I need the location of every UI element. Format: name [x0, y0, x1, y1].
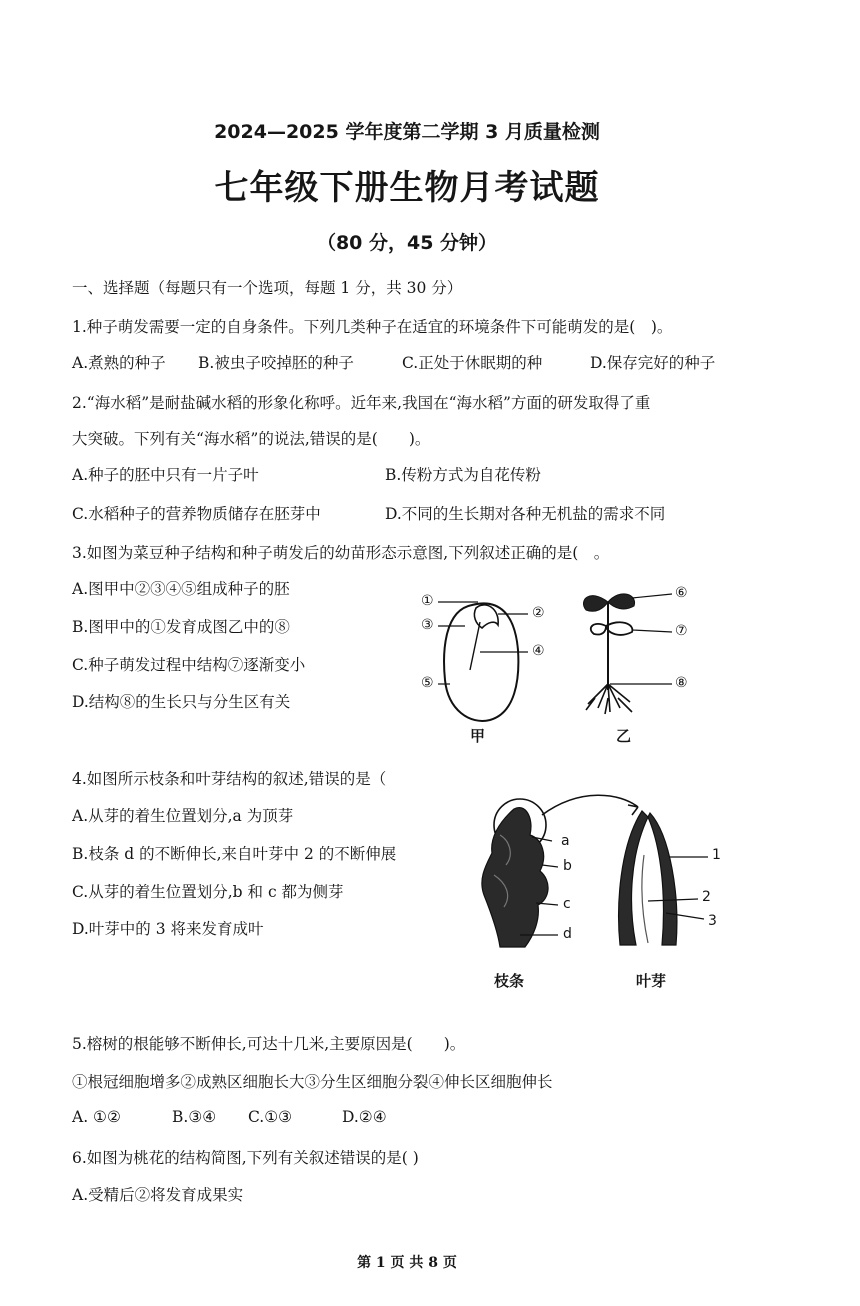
question-2-stem-line1: 2.“海水稻”是耐盐碱水稻的形象化称呼。近年来,我国在“海水稻”方面的研发取得了重 [72, 394, 651, 412]
page-indicator: 第 1 页 共 8 页 [357, 1255, 457, 1271]
question-5-option-b: B.③④ [172, 1108, 217, 1126]
figure-label-8: ⑧ [675, 675, 688, 691]
seed-outline [444, 603, 518, 720]
question-1-option-a: A.煮熟的种子 [72, 354, 166, 372]
figure-label-1: ① [421, 593, 434, 609]
main-title: 七年级下册生物月考试题 [214, 168, 600, 208]
question-2-option-c: C.水稻种子的营养物质储存在胚芽中 [72, 505, 321, 523]
question-4-option-b: B.枝条 d 的不断伸长,来自叶芽中 2 的不断伸展 [72, 845, 397, 863]
question-2-stem-line2: 大突破。下列有关“海水稻”的说法,错误的是( )。 [72, 430, 431, 448]
figure-caption-branch: 枝条 [494, 972, 525, 990]
question-1-option-c: C.正处于休眠期的种 [402, 354, 543, 372]
question-4-stem: 4.如图所示枝条和叶芽结构的叙述,错误的是（ [72, 770, 387, 788]
question-5-option-a: A. ①② [72, 1108, 121, 1126]
branch-label-a: a [561, 833, 570, 849]
question-1-option-b: B.被虫子咬掉胚的种子 [198, 354, 354, 372]
question-5-statements: ①根冠细胞增多②成熟区细胞长大③分生区细胞分裂④伸长区细胞伸长 [72, 1073, 553, 1091]
figure-label-5: ⑤ [421, 675, 434, 691]
question-4-option-d: D.叶芽中的 3 将来发育成叶 [72, 920, 264, 938]
question-3-option-c: C.种子萌发过程中结构⑦逐渐变小 [72, 656, 306, 674]
bud-label-2: 2 [702, 889, 711, 905]
question-4-option-c: C.从芽的着生位置划分,b 和 c 都为侧芽 [72, 883, 344, 901]
question-5-stem: 5.榕树的根能够不断伸长,可达十几米,主要原因是( )。 [72, 1035, 466, 1053]
bud-label-3: 3 [708, 913, 717, 929]
question-6-stem: 6.如图为桃花的结构简图,下列有关叙述错误的是( ) [72, 1149, 419, 1167]
seed-embryo [474, 605, 498, 628]
question-2-option-b: B.传粉方式为自花传粉 [385, 466, 541, 484]
branch-label-c: c [563, 896, 571, 912]
question-5-option-c: C.①③ [248, 1108, 293, 1126]
arrow [542, 795, 638, 815]
question-5-option-d: D.②④ [342, 1108, 387, 1126]
seedling-roots [586, 684, 632, 714]
score-time: （80 分，45 分钟） [316, 232, 498, 254]
figure-label-7: ⑦ [675, 623, 688, 639]
exam-title: 2024—2025 学年度第二学期 3 月质量检测 [214, 121, 600, 143]
question-3-option-b: B.图甲中的①发育成图乙中的⑧ [72, 618, 290, 636]
branch-label-d: d [563, 926, 572, 942]
question-1-option-d: D.保存完好的种子 [590, 354, 716, 372]
question-3-option-a: A.图甲中②③④⑤组成种子的胚 [72, 580, 290, 598]
seedling-leaves [583, 594, 634, 611]
bud-label-1: 1 [712, 847, 721, 863]
figure-label-4: ④ [532, 643, 545, 659]
figure-label-2: ② [532, 605, 545, 621]
branch [482, 808, 548, 947]
branch-bud-figure [470, 795, 730, 965]
question-1-stem: 1.种子萌发需要一定的自身条件。下列几类种子在适宜的环境条件下可能萌发的是( )。 [72, 318, 673, 336]
figure-caption-jia: 甲 [470, 727, 486, 745]
seed-seedling-figure [410, 580, 710, 750]
leaf-bud-inner [648, 813, 677, 945]
figure-label-6: ⑥ [675, 585, 688, 601]
figure-caption-bud: 叶芽 [636, 972, 667, 990]
leaf-bud-outer [619, 811, 648, 945]
branch-label-b: b [563, 858, 572, 874]
figure-caption-yi: 乙 [616, 727, 632, 745]
figure-label-3: ③ [421, 617, 434, 633]
question-3-stem: 3.如图为菜豆种子结构和种子萌发后的幼苗形态示意图,下列叙述正确的是( 。 [72, 544, 610, 562]
seedling-cotyledons [591, 622, 633, 635]
question-6-option-a: A.受精后②将发育成果实 [72, 1186, 244, 1204]
section-heading: 一、选择题（每题只有一个选项，每题 1 分，共 30 分） [72, 279, 463, 297]
question-3-option-d: D.结构⑧的生长只与分生区有关 [72, 693, 291, 711]
question-4-option-a: A.从芽的着生位置划分,a 为顶芽 [72, 807, 294, 825]
question-2-option-a: A.种子的胚中只有一片子叶 [72, 466, 259, 484]
question-2-option-d: D.不同的生长期对各种无机盐的需求不同 [385, 505, 666, 523]
